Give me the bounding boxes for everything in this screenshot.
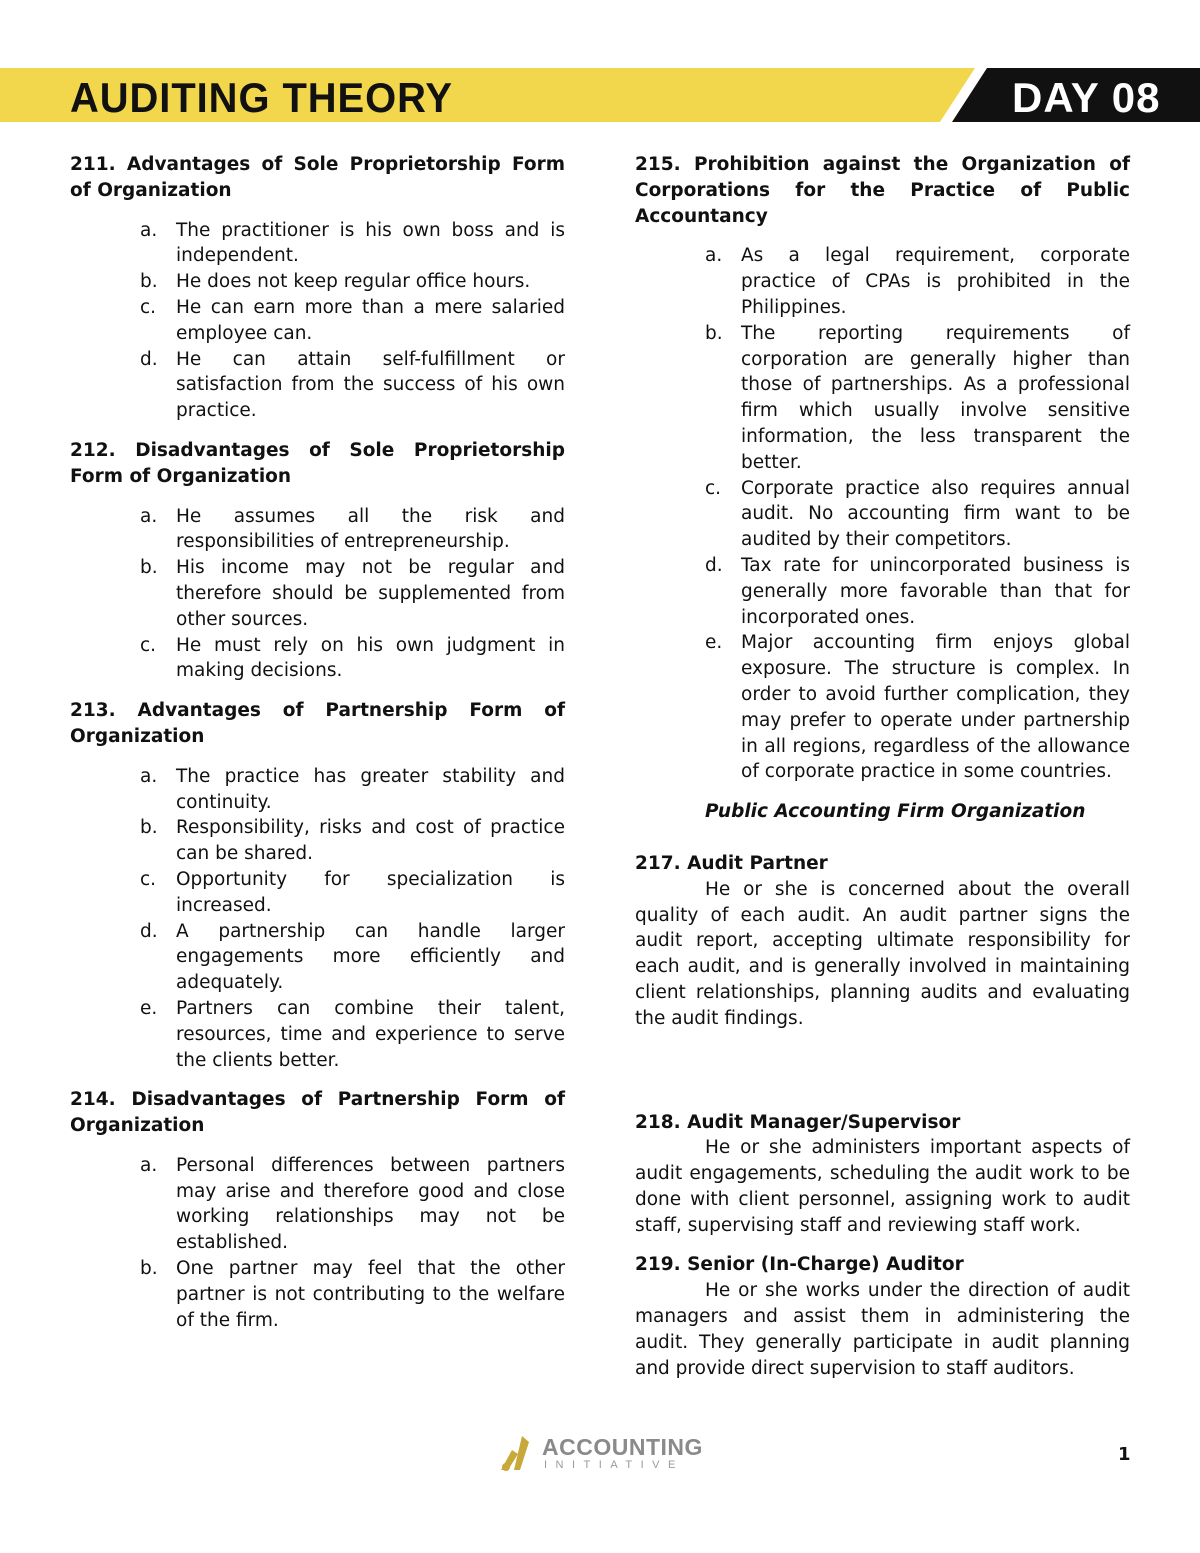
section-217 (635, 851, 1130, 1032)
item-marker: c. (140, 634, 157, 656)
section-paragraph: He or she works under the direction of audit managers and assist them in administering the audit. They generally participate in audit planning and provide direct supervision to staff auditors. (635, 1280, 1130, 1379)
item-marker: d. (140, 920, 158, 942)
logo-main-text: ACCOUNTING (542, 1434, 703, 1460)
item-text: Personal differences between partners may arise and therefore good and close working relationships may not be established. (176, 1154, 565, 1254)
section-218 (635, 1110, 1130, 1239)
list-item (70, 633, 565, 685)
list-item (635, 630, 1130, 785)
page-number: 1 (1118, 1444, 1131, 1465)
item-text: The practitioner is his own boss and is independent. (176, 219, 565, 267)
item-list (70, 1153, 565, 1334)
item-marker: a. (705, 245, 723, 267)
item-marker: b. (140, 817, 158, 839)
section-heading: 214. Disadvantages of Partnership Form of Organization (70, 1089, 565, 1137)
item-text: He does not keep regular office hours. (176, 271, 531, 293)
item-text: He can attain self-fulfillment or satisfaction from the success of his own practice. (176, 348, 565, 422)
list-item (70, 347, 565, 424)
list-item (70, 555, 565, 632)
item-text: Responsibility, risks and cost of practice can be shared. (176, 817, 565, 865)
item-list (70, 764, 565, 1074)
section-211 (70, 152, 565, 424)
item-marker: c. (705, 477, 722, 499)
list-item (70, 867, 565, 919)
footer-logo (498, 1434, 708, 1476)
item-text: One partner may feel that the other partner is not contributing to the welfare of the firm. (176, 1258, 565, 1331)
list-item (70, 815, 565, 867)
list-item (635, 476, 1130, 553)
item-text: He must rely on his own judgment in making decisions. (176, 634, 565, 682)
list-item (70, 764, 565, 816)
item-text: He can earn more than a mere salaried employee can. (176, 296, 565, 344)
item-marker: c. (140, 296, 157, 318)
item-marker: c. (140, 868, 157, 890)
list-item (70, 1256, 565, 1333)
item-marker: d. (140, 348, 158, 370)
list-item (70, 919, 565, 996)
list-item (635, 553, 1130, 630)
section-213 (70, 698, 565, 1073)
section-heading: 211. Advantages of Sole Proprietorship Form of Organization (70, 154, 565, 201)
section-heading: 213. Advantages of Partnership Form of Organization (70, 700, 565, 747)
item-text: The practice has greater stability and continuity. (176, 765, 565, 813)
logo-mark-icon (498, 1434, 538, 1474)
item-marker: e. (705, 632, 723, 654)
item-text: Opportunity for specialization is increased. (176, 868, 565, 916)
item-list (70, 504, 565, 685)
list-item (70, 295, 565, 347)
item-marker: b. (140, 271, 158, 293)
item-text: Partners can combine their talent, resources, time and experience to serve the clients better. (176, 997, 565, 1071)
list-item (70, 996, 565, 1073)
item-text: His income may not be regular and therefore should be supplemented from other sources. (176, 557, 565, 630)
item-text: He assumes all the risk and responsibilities of entrepreneurship. (176, 505, 565, 553)
section-paragraph: He or she administers important aspects of audit engagements, scheduling the audit work to be done with client personnel, assigning work to audit staff, supervising staff and reviewing staff work. (635, 1137, 1130, 1236)
logo-sub-text: INITIATIVE (544, 1459, 684, 1471)
list-item (70, 218, 565, 270)
item-marker: a. (140, 505, 158, 527)
right-column (635, 152, 1130, 1395)
document-title: AUDITING THEORY (70, 74, 453, 121)
section-subtitle: Public Accounting Firm Organization (705, 801, 1086, 823)
section-heading: 219. Senior (In-Charge) Auditor (635, 1254, 964, 1276)
item-marker: a. (140, 219, 158, 241)
spacer (635, 1046, 1130, 1110)
section-paragraph: He or she is concerned about the overall quality of each audit. An audit partner signs the audit report, accepting ultimate responsibility for each audit, and is generally involved in maintaining client relationships, planning audits and evaluating the audit findings. (635, 878, 1130, 1029)
section-215 (635, 152, 1130, 785)
item-text: Corporate practice also requires annual audit. No accounting firm want to be audited by their competitors. (741, 477, 1130, 551)
item-text: As a legal requirement, corporate practice of CPAs is prohibited in the Philippines. (741, 245, 1130, 318)
day-label: DAY 08 (1012, 74, 1161, 121)
list-item (70, 269, 565, 295)
item-text: A partnership can handle larger engagements more efficiently and adequately. (176, 920, 565, 994)
item-text: Tax rate for unincorporated business is generally more favorable than that for incorporated ones. (741, 554, 1130, 628)
item-marker: a. (140, 765, 158, 787)
item-text: Major accounting firm enjoys global exposure. The structure is complex. In order to avoid further complication, they may prefer to operate under partnership in all regions, regardless of the allowance of corporate practice in some countries. (741, 632, 1130, 783)
item-list (635, 243, 1130, 785)
section-heading: 217. Audit Partner (635, 852, 828, 874)
left-column (70, 152, 565, 1347)
section-heading: 212. Disadvantages of Sole Proprietorship Form of Organization (70, 439, 565, 487)
list-item (70, 1153, 565, 1256)
section-212 (70, 438, 565, 684)
item-marker: b. (140, 1258, 158, 1280)
item-list (70, 218, 565, 424)
item-marker: b. (705, 322, 723, 344)
list-item (70, 504, 565, 556)
section-219 (635, 1252, 1130, 1381)
item-marker: d. (705, 554, 723, 576)
item-text: The reporting requirements of corporation are generally higher than those of partnerships. As a professional firm which usually involve sensitive information, the less transparent the better. (741, 322, 1130, 473)
item-marker: a. (140, 1154, 158, 1176)
list-item (635, 243, 1130, 320)
section-heading: 215. Prohibition against the Organization of Corporations for the Practice of Public Accountancy (635, 154, 1130, 227)
item-marker: e. (140, 997, 158, 1019)
section-heading: 218. Audit Manager/Supervisor (635, 1111, 961, 1133)
section-214 (70, 1087, 565, 1333)
list-item (635, 321, 1130, 476)
item-marker: b. (140, 557, 158, 579)
